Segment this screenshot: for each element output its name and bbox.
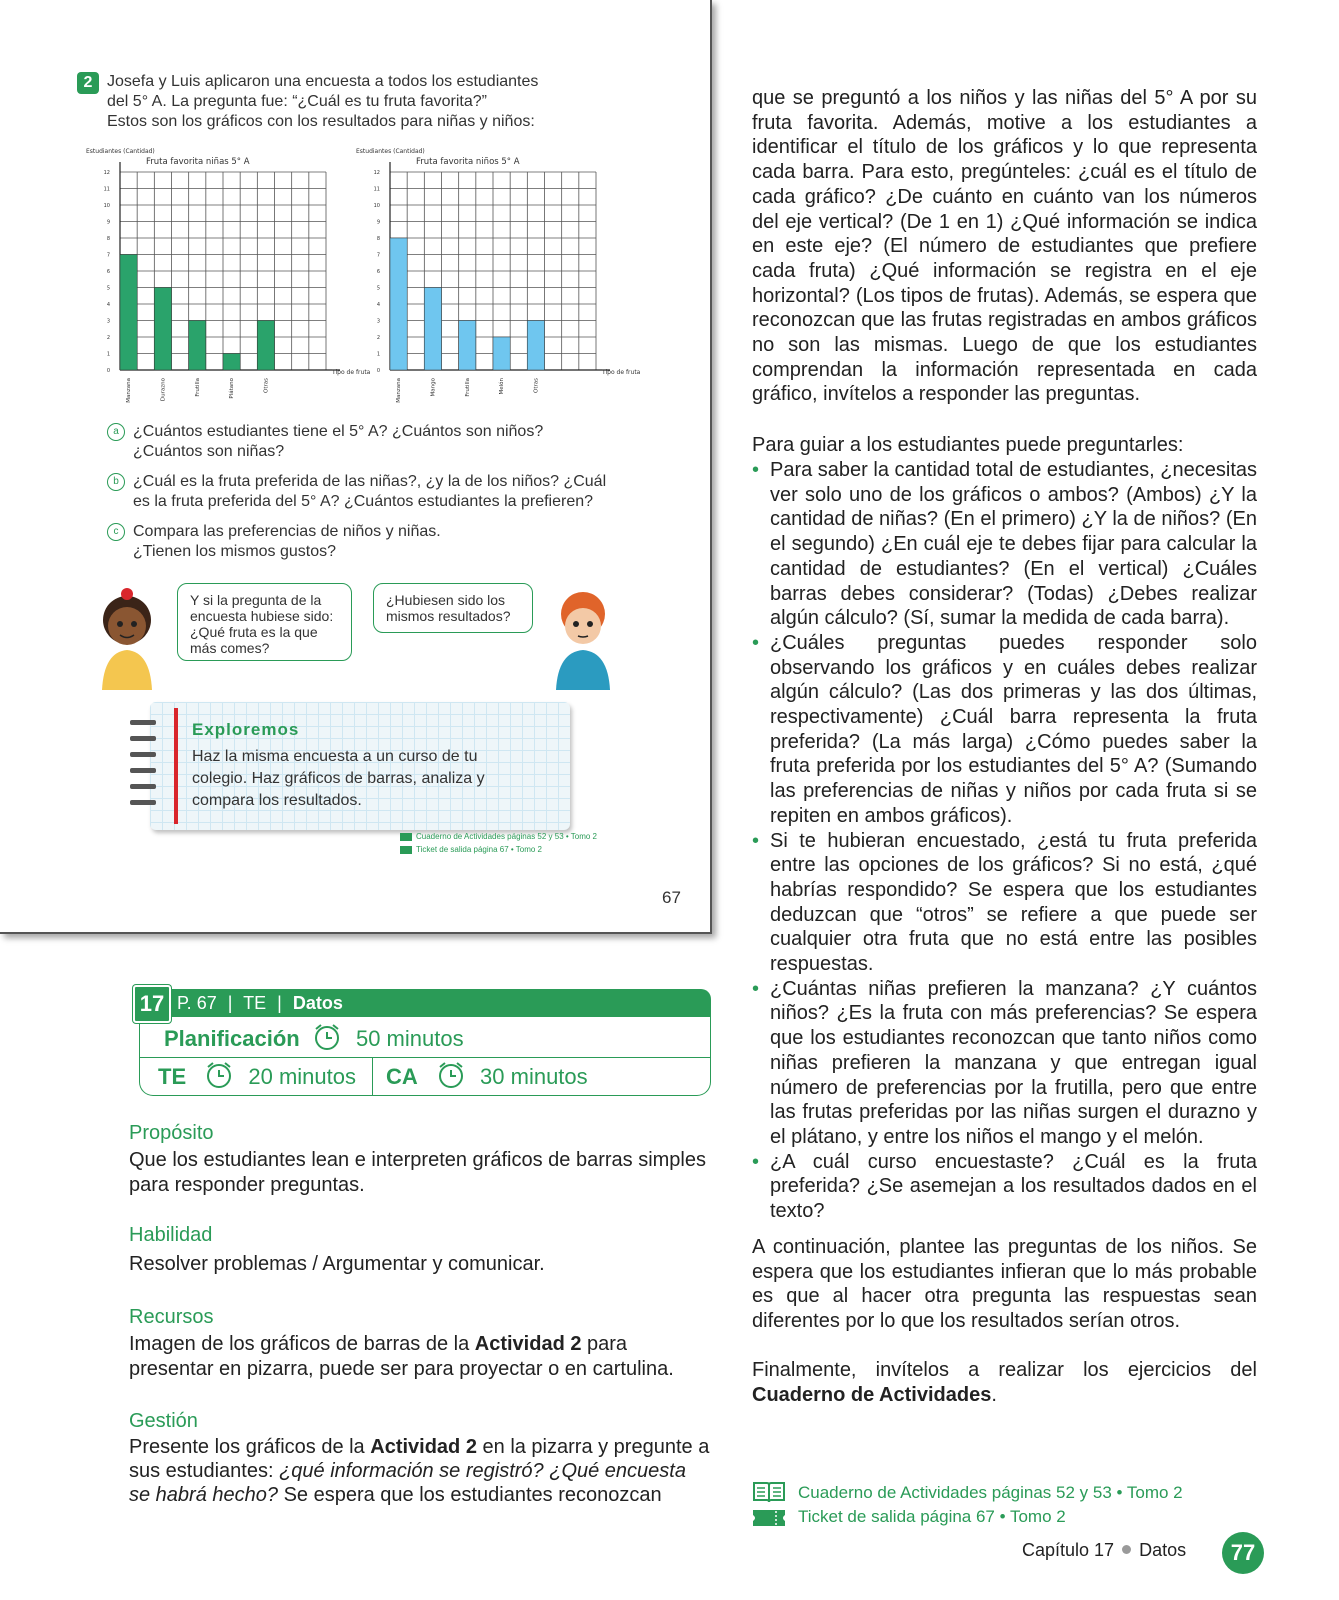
open-book-icon <box>752 1480 786 1504</box>
alarm-clock-icon <box>312 1023 342 1051</box>
question-c <box>107 522 627 562</box>
x-axis-label: Tipo de fruta <box>332 369 371 376</box>
te-time-cell <box>158 1061 356 1091</box>
y-tick-label: 11 <box>103 186 110 193</box>
resource-ticket: Ticket de salida página 67 • Tomo 2 <box>752 1505 1066 1529</box>
x-axis-label: Tipo de fruta <box>602 369 641 376</box>
intro-line: del 5° A. La pregunta fue: “¿Cuál es tu fruta favorita?” <box>107 93 487 110</box>
bar <box>223 354 240 371</box>
y-tick-label: 2 <box>106 335 110 341</box>
question-a <box>107 422 627 462</box>
y-tick-label: 3 <box>106 318 110 325</box>
activity-number: 2 <box>77 72 99 94</box>
boys-chart-svg <box>356 148 641 418</box>
y-axis-label: Estudiantes (Cantidad) <box>356 148 425 155</box>
girl-speech-bubble: Y si la pregunta de la encuesta hubiese sido: ¿Qué fruta es la que más comes? <box>177 583 352 661</box>
notebook-ring <box>130 768 156 773</box>
student-page-image <box>0 0 712 934</box>
x-tick-label: Manzana <box>126 378 133 403</box>
x-tick-label: Durazno <box>160 378 167 402</box>
question-letter: c <box>107 523 125 541</box>
topic: Datos <box>292 993 343 1013</box>
list-item: • Para saber la cantidad total de estudiantes, ¿necesitas ver solo uno de los gráficos o ambos? (Ambos) ¿Y la cantidad de niñas? (En el primero) ¿Y la de niños? (En el segundo) ¿En cuál eje te debes fijar para calcular la cantidad de estudiantes? (En el vertical) ¿Cuáles barras debes considerar? (Todas) ¿Debes realizar algún cálculo? (Sí, sumar la medida de cada barra). <box>752 458 1257 631</box>
page-number-badge: 77 <box>1222 1532 1264 1574</box>
y-tick-label: 1 <box>106 351 110 358</box>
y-tick-label: 2 <box>376 335 380 341</box>
footer-topic: Datos <box>1139 1540 1187 1560</box>
x-tick-label: Melón <box>499 378 506 395</box>
y-tick-label: 0 <box>376 368 380 374</box>
bar <box>493 337 510 370</box>
proposito-heading: Propósito <box>129 1122 214 1144</box>
proposito-text: Que los estudiantes lean e interpreten gráficos de barras simples para responder preguntas. <box>129 1149 706 1196</box>
y-tick-label: 12 <box>373 170 380 176</box>
question-b <box>107 472 627 512</box>
boys-bar-chart <box>356 148 641 418</box>
question-text: Compara las preferencias de niños y niñas. ¿Tienen los mismos gustos? <box>133 523 441 560</box>
right-paragraph-4: Finalmente, invítelos a realizar los ejercicios del Cuaderno de Actividades. <box>752 1359 1257 1406</box>
planning-total <box>164 1023 464 1053</box>
bar <box>390 238 407 370</box>
girls-bar-chart <box>86 148 371 418</box>
planificacion-label: Planificación <box>164 1026 300 1051</box>
y-tick-label: 6 <box>376 269 380 275</box>
chart-title: Fruta favorita niños 5° A <box>416 157 520 167</box>
right-paragraph-3: A continuación, plantee las preguntas de los niños. Se espera que los estudiantes infieran que lo más probable es que al hacer otra pregunta las respuestas sean diferentes por lo que los resultados serían otros. <box>752 1236 1257 1333</box>
chapter-tab: 17 <box>133 985 171 1023</box>
te-label: TE <box>158 1064 187 1089</box>
x-tick-label: Otras <box>263 378 270 393</box>
student-resource-ticket: Ticket de salida página 67 • Tomo 2 <box>400 845 542 854</box>
recursos-text: Imagen de los gráficos de barras de la Actividad 2 para presentar en pizarra, puede ser para proyectar o en cartulina. <box>129 1333 674 1380</box>
bar <box>189 321 206 371</box>
habilidad-heading: Habilidad <box>129 1224 213 1246</box>
y-tick-label: 0 <box>106 368 110 374</box>
guiding-questions-list <box>752 458 1257 1224</box>
right-paragraph-2: Para guiar a los estudiantes puede preguntarles: <box>752 434 1184 456</box>
te-time: 20 minutos <box>248 1064 356 1089</box>
ticket-icon <box>752 1508 786 1528</box>
y-tick-label: 9 <box>106 219 110 226</box>
bar <box>154 288 171 371</box>
gestion-text: Presente los gráficos de la Actividad 2 en la pizarra y pregunte a sus estudiantes: ¿qué información se registró? ¿Qué encuesta se habrá hecho? Se espera que los estudiantes reconozcan <box>129 1436 710 1506</box>
bar <box>527 321 544 371</box>
x-tick-label: Otras <box>533 378 540 393</box>
explore-text: Haz la misma encuesta a un curso de tu colegio. Haz gráficos de barras, analiza y compara los resultados. <box>192 748 485 809</box>
question-text: ¿Cuántos estudiantes tiene el 5° A? ¿Cuántos son niños? ¿Cuántos son niñas? <box>133 423 544 460</box>
ticket-icon <box>400 846 412 854</box>
question-text: ¿Cuál es la fruta preferida de las niñas?, ¿y la de los niños? ¿Cuál es la fruta preferida del 5° A? ¿Cuántos estudiantes la prefieren? <box>133 473 607 510</box>
chart-title: Fruta favorita niñas 5° A <box>146 157 250 167</box>
text-type: TE <box>243 993 267 1013</box>
y-tick-label: 3 <box>376 318 380 325</box>
intro-line: Josefa y Luis aplicaron una encuesta a todos los estudiantes <box>107 73 539 90</box>
y-axis-label: Estudiantes (Cantidad) <box>86 148 155 155</box>
notebook-ring <box>130 720 156 725</box>
margin-line <box>174 708 178 824</box>
y-tick-label: 8 <box>376 236 380 242</box>
boy-illustration <box>548 580 618 690</box>
book-icon <box>400 833 412 841</box>
intro-line: Estos son los gráficos con los resultados para niñas y niños: <box>107 113 535 130</box>
y-tick-label: 9 <box>376 219 380 226</box>
list-item: • ¿Cuáles preguntas puedes responder solo observando los gráficos y en cuáles debes realizar algún cálculo? (Las dos primeras y las dos últimas, respectivamente) ¿Cuál barra representa la fruta preferida? (La más larga) ¿Cómo puedes saber la fruta preferida por los estudiantes del 5° A? (Sumando las preferencias de niñas y niños por cada fruta si se repiten en ambos gráficos). <box>752 631 1257 829</box>
recursos-heading: Recursos <box>129 1306 214 1328</box>
alarm-clock-icon <box>436 1061 466 1089</box>
y-tick-label: 5 <box>106 285 110 292</box>
activity-intro <box>107 72 627 132</box>
list-item: • ¿Cuántas niñas prefieren la manzana? ¿Y cuántos niños? ¿Es la fruta con más preferencias? Se espera que los estudiantes reconozcan que tanto niños como niñas prefieren la manzana y que entregan igual número de preferencias por la frutilla, pero que entre las frutas preferidas por las niñas surgen el durazno y el plátano, y entre los niños el mango y el melón. <box>752 977 1257 1150</box>
list-item: • Si te hubieran encuestado, ¿está tu fruta preferida entre las opciones de los gráficos? Si no está, ¿qué habrías respondido? Se espera que los estudiantes deduzcan que “otros” se refiere a que puede ser cualquier otra fruta que no está entre las posibles respuestas. <box>752 829 1257 977</box>
explore-title: Exploremos <box>192 720 300 739</box>
planning-box <box>133 985 711 1097</box>
separator: | <box>227 993 233 1013</box>
page-footer <box>1022 1540 1186 1561</box>
divider <box>140 1057 710 1058</box>
x-tick-label: Mango <box>430 378 437 397</box>
x-tick-label: Manzana <box>396 378 403 403</box>
question-letter: b <box>107 473 125 491</box>
ca-label: CA <box>386 1064 418 1089</box>
question-letter: a <box>107 423 125 441</box>
y-tick-label: 12 <box>103 170 110 176</box>
y-tick-label: 4 <box>106 302 110 308</box>
y-tick-label: 7 <box>376 252 380 259</box>
x-tick-label: Frutilla <box>464 378 471 397</box>
y-tick-label: 5 <box>376 285 380 292</box>
student-resource-workbook: Cuaderno de Actividades páginas 52 y 53 • Tomo 2 <box>400 832 597 841</box>
planificacion-time: 50 minutos <box>355 1026 464 1051</box>
student-page-number: 67 <box>662 888 681 907</box>
y-tick-label: 10 <box>103 203 110 209</box>
ca-time-cell <box>386 1061 588 1091</box>
x-tick-label: Plátano <box>229 378 236 399</box>
ca-time: 30 minutos <box>480 1064 588 1089</box>
bar <box>424 288 441 371</box>
right-paragraph-1: que se preguntó a los niños y las niñas del 5° A por su fruta favorita. Además, motive a los estudiantes a identificar el título de los gráficos y lo que representa cada barra. Para esto, pregúnteles: ¿cuál es el título de cada gráfico? ¿De cuánto en cuánto van los números del eje vertical? (De 1 en 1) ¿Qué información se indica en este eje? (El número de estudiantes que prefiere cada fruta) ¿Qué información se registra en el eje horizontal? (Los tipos de frutas). Además, se espera que reconozcan que las frutas registradas en ambos gráficos no son las mismas. Luego de que los estudiantes comprendan la información representada en cada gráfico, invítelos a responder las preguntas. <box>752 87 1257 406</box>
alarm-clock-icon <box>204 1061 234 1089</box>
girls-chart-svg <box>86 148 371 418</box>
notebook-ring <box>130 752 156 757</box>
bar <box>257 321 274 371</box>
y-tick-label: 8 <box>106 236 110 242</box>
planning-body <box>139 1017 711 1096</box>
divider <box>372 1057 373 1095</box>
y-tick-label: 1 <box>376 351 380 358</box>
notebook-ring <box>130 736 156 741</box>
planning-header <box>163 989 711 1017</box>
y-tick-label: 4 <box>376 302 380 308</box>
page-ref: P. 67 <box>177 993 217 1013</box>
y-tick-label: 6 <box>106 269 110 275</box>
habilidad-text: Resolver problemas / Argumentar y comunicar. <box>129 1253 545 1275</box>
y-tick-label: 11 <box>373 186 380 193</box>
gestion-heading: Gestión <box>129 1410 198 1432</box>
bar <box>459 321 476 371</box>
footer-chapter: Capítulo 17 <box>1022 1540 1115 1560</box>
y-tick-label: 10 <box>373 203 380 209</box>
y-tick-label: 7 <box>106 252 110 259</box>
boy-speech-bubble: ¿Hubiesen sido los mismos resultados? <box>373 583 533 633</box>
explore-box <box>150 702 570 830</box>
x-tick-label: Frutilla <box>194 378 201 397</box>
separator: | <box>277 993 282 1013</box>
notebook-ring <box>130 784 156 789</box>
footer-dot <box>1122 1545 1131 1554</box>
bar <box>120 255 137 371</box>
list-item: • ¿A cuál curso encuestaste? ¿Cuál es la fruta preferida? ¿Se asemejan a los resultados dados en el texto? <box>752 1150 1257 1224</box>
resource-workbook: Cuaderno de Actividades páginas 52 y 53 • Tomo 2 <box>752 1480 1183 1504</box>
girl-illustration <box>92 580 162 690</box>
notebook-ring <box>130 800 156 805</box>
